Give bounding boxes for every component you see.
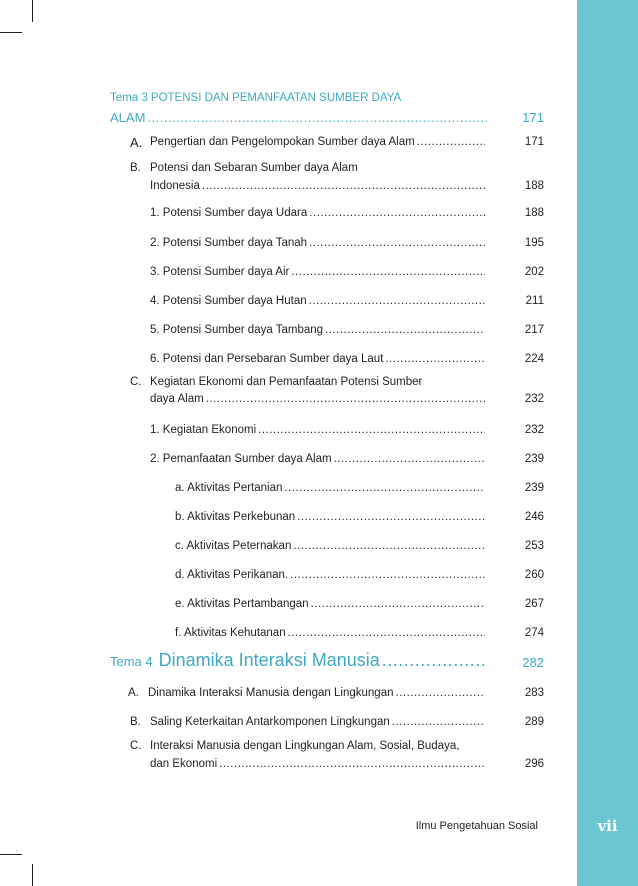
toc-entry[interactable] — [175, 598, 488, 610]
toc-entry-label: c. Aktivitas Peternakan — [175, 540, 292, 552]
toc-page-number: 217 — [524, 324, 544, 336]
dot-leader — [325, 324, 485, 336]
dot-leader — [291, 266, 485, 278]
toc-entry-label: 5. Potensi Sumber daya Tambang — [150, 324, 324, 336]
toc-page-number: 246 — [524, 511, 544, 523]
toc-page-number: 260 — [524, 569, 544, 581]
toc-entry-label: 1. Potensi Sumber daya Udara — [150, 207, 308, 219]
tema3-heading-line2 — [110, 110, 493, 125]
toc-entry-label: b. Aktivitas Perkebunan — [175, 511, 296, 523]
toc-letter: A. — [130, 135, 143, 150]
toc-entry[interactable] — [150, 353, 488, 365]
dot-leader — [290, 569, 485, 581]
toc-entry-label: dan Ekonomi — [150, 758, 218, 770]
tema3-heading: Tema 3 POTENSI DAN PEMANFAATAN SUMBER DAYA — [110, 92, 402, 104]
toc-page-number: 267 — [524, 598, 544, 610]
toc-page-number: 239 — [524, 453, 544, 465]
toc-entry[interactable] — [150, 207, 488, 219]
toc-letter: B. — [130, 716, 141, 728]
toc-entry[interactable] — [150, 180, 488, 192]
dot-leader — [396, 687, 486, 699]
toc-entry-label: f. Aktivitas Kehutanan — [175, 627, 286, 639]
toc-page-number: 296 — [524, 758, 544, 770]
dot-leader — [309, 207, 485, 219]
toc-entry[interactable] — [150, 758, 488, 770]
toc-entry-label: Indonesia — [150, 180, 200, 192]
toc-entry[interactable] — [150, 393, 488, 405]
toc-page-number: 188 — [524, 207, 544, 219]
toc-page-number: 274 — [524, 627, 544, 639]
toc-entry[interactable] — [150, 716, 488, 728]
toc-page-number: 232 — [524, 424, 544, 436]
dot-leader — [309, 295, 485, 307]
dot-leader — [288, 627, 485, 639]
toc-page-number: 171 — [524, 136, 544, 148]
dot-leader — [385, 353, 485, 365]
toc-entry-label: e. Aktivitas Pertambangan — [175, 598, 309, 610]
toc-entry[interactable] — [175, 511, 488, 523]
crop-mark — [0, 854, 22, 855]
toc-entry-label: 1. Kegiatan Ekonomi — [150, 424, 257, 436]
toc-page-number: 224 — [524, 353, 544, 365]
toc-entry-label: Dinamika Interaksi Manusia dengan Lingkungan — [148, 687, 394, 699]
toc-entry[interactable] — [175, 569, 488, 581]
toc-entry-label: 6. Potensi dan Persebaran Sumber daya Laut — [150, 353, 384, 365]
dot-leader — [311, 598, 485, 610]
tema3-label: ALAM — [110, 110, 146, 125]
toc-entry-label: Pengertian dan Pengelompokan Sumber daya Alam — [150, 136, 415, 148]
tema4-prefix: Tema 4 — [110, 654, 153, 669]
tema4-page: 282 — [522, 655, 544, 670]
toc-entry[interactable] — [175, 540, 488, 552]
dot-leader — [219, 758, 485, 770]
dot-leader — [334, 453, 485, 465]
toc-entry-label: 3. Potensi Sumber daya Air — [150, 266, 290, 278]
toc-entry-line1: Kegiatan Ekonomi dan Pemanfaatan Potensi Sumber — [150, 376, 423, 388]
dot-leader — [284, 482, 485, 494]
dot-leader — [147, 110, 490, 125]
side-band — [577, 0, 638, 886]
toc-entry[interactable] — [148, 687, 488, 699]
toc-entry-line1: Potensi dan Sebaran Sumber daya Alam — [150, 162, 358, 174]
dot-leader — [382, 650, 485, 671]
toc-page-number: 232 — [524, 393, 544, 405]
toc-entry-label: a. Aktivitas Pertanian — [175, 482, 283, 494]
dot-leader — [258, 424, 485, 436]
toc-entry[interactable] — [150, 453, 488, 465]
toc-page-number: 202 — [524, 266, 544, 278]
tema3-page: 171 — [522, 110, 544, 125]
toc-page-number: 289 — [524, 716, 544, 728]
toc-entry[interactable] — [150, 136, 488, 148]
toc-entry-label: d. Aktivitas Perikanan. — [175, 569, 289, 581]
toc-page-number: 188 — [524, 180, 544, 192]
toc-page-number: 253 — [524, 540, 544, 552]
tema4-title: Dinamika Interaksi Manusia — [158, 650, 380, 670]
toc-letter: B. — [130, 162, 141, 174]
toc-entry-label: daya Alam — [150, 393, 204, 405]
toc-page-number: 211 — [525, 295, 544, 307]
toc-entry[interactable] — [150, 424, 488, 436]
toc-entry[interactable] — [150, 295, 488, 307]
dot-leader — [392, 716, 485, 728]
toc-entry[interactable] — [150, 237, 488, 249]
toc-entry[interactable] — [150, 266, 488, 278]
dot-leader — [202, 180, 485, 192]
toc-letter: A. — [128, 687, 139, 699]
toc-page-number: 283 — [524, 687, 544, 699]
toc-letter: C. — [130, 376, 142, 388]
dot-leader — [293, 540, 485, 552]
toc-entry-line1: Interaksi Manusia dengan Lingkungan Alam, Sosial, Budaya, — [150, 740, 460, 752]
toc-entry[interactable] — [150, 324, 488, 336]
toc-entry-label: Saling Keterkaitan Antarkomponen Lingkungan — [150, 716, 390, 728]
dot-leader — [417, 136, 485, 148]
toc-entry[interactable] — [175, 627, 488, 639]
footer-subject: Ilmu Pengetahuan Sosial — [415, 820, 538, 832]
dot-leader — [206, 393, 485, 405]
dot-leader — [309, 237, 485, 249]
tema4-heading — [110, 650, 488, 671]
page-number: vii — [597, 817, 618, 835]
toc-page-number: 195 — [524, 237, 544, 249]
crop-mark — [0, 32, 22, 33]
toc-letter: C. — [130, 740, 142, 752]
crop-mark — [32, 0, 33, 22]
toc-page-number: 239 — [524, 482, 544, 494]
dot-leader — [297, 511, 485, 523]
crop-mark — [32, 864, 33, 886]
toc-entry-label: 2. Pemanfaatan Sumber daya Alam — [150, 453, 332, 465]
toc-entry-label: 4. Potensi Sumber daya Hutan — [150, 295, 307, 307]
toc-entry-label: 2. Potensi Sumber daya Tanah — [150, 237, 308, 249]
toc-entry[interactable] — [175, 482, 488, 494]
